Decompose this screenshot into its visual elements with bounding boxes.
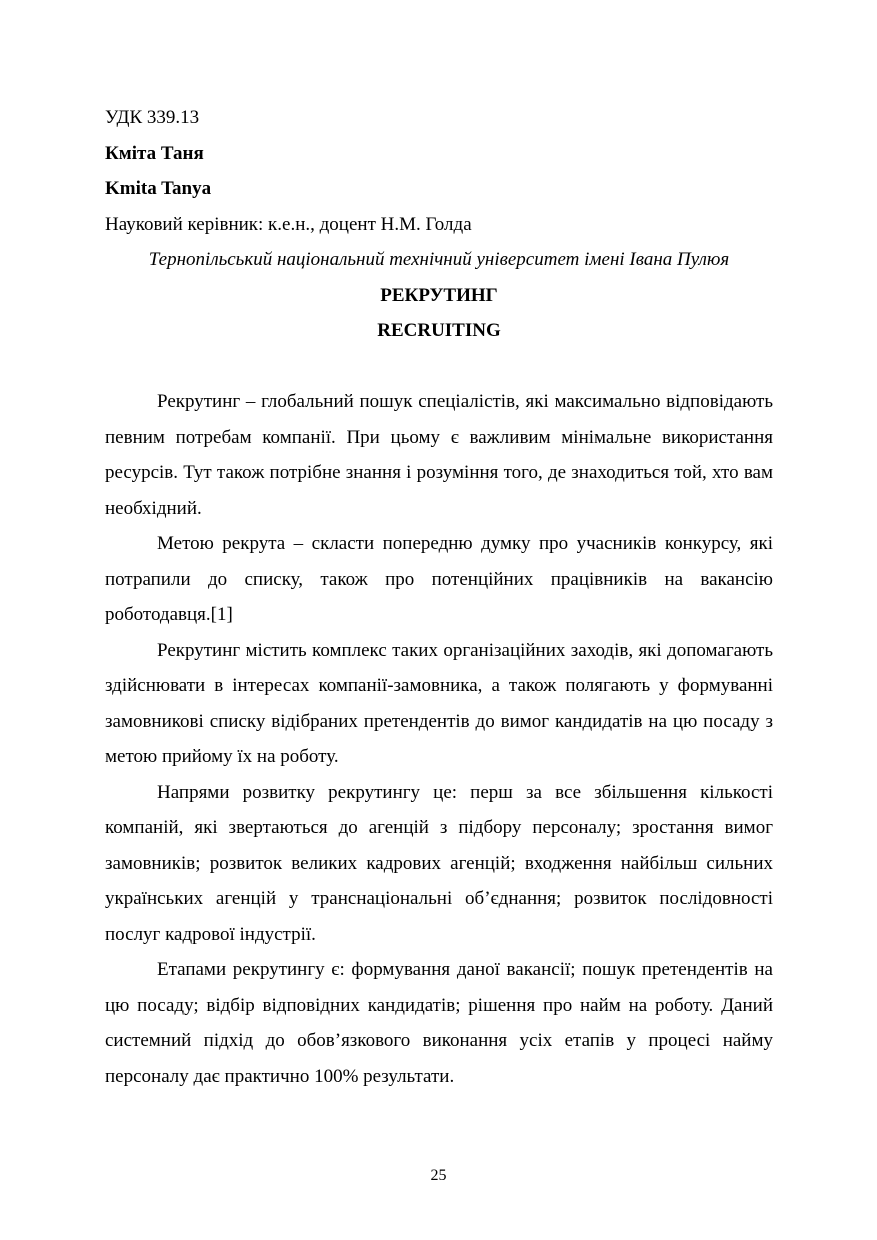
scientific-supervisor: Науковий керівник: к.е.н., доцент Н.М. Голда bbox=[105, 213, 472, 235]
udc-code: УДК 339.13 bbox=[105, 107, 200, 128]
paragraph-stages: Етапами рекрутингу є: формування даної вакансії; пошук претендентів на цю посаду; відбір відповідних кандидатів; рішення про найм на роботу. Даний системний підхід до обов’язкового виконання усіх етапів у процесі найму персоналу дає практично 100% результати. bbox=[105, 959, 773, 1087]
title-spacer bbox=[105, 349, 773, 385]
author-name-ua: Кміта Таня bbox=[105, 142, 204, 164]
article-title-en: RECRUITING bbox=[377, 320, 501, 341]
paragraph-directions: Напрями розвитку рекрутингу це: перш за все збільшення кількості компаній, які звертаються до агенцій з підбору персоналу; зростання вимог замовників; розвиток великих кадрових агенцій; входження найбільш сильних українських агенцій у транснаціональні об’єднання; розвиток послідовності послуг кадрової індустрії. bbox=[105, 781, 773, 945]
article-title-ua: РЕКРУТИНГ bbox=[380, 284, 498, 306]
article-body bbox=[105, 100, 773, 1094]
author-name-en: Kmita Tanya bbox=[105, 178, 212, 199]
paragraph-goal: Метою рекрута – скласти попередню думку про учасників конкурсу, які потрапили до списку, також про потенційних працівників на вакансію роботодавця.[1] bbox=[105, 533, 773, 625]
university-affiliation: Тернопільський національний технічний університет імені Івана Пулюя bbox=[148, 249, 730, 270]
page-number: 25 bbox=[430, 1167, 447, 1184]
paragraph-measures: Рекрутинг містить комплекс таких організаційних заходів, які допомагають здійснювати в інтересах компанії-замовника, а також полягають у формуванні замовникові списку відібраних претендентів до вимог кандидатів на цю посаду з метою прийому їх на роботу. bbox=[105, 639, 773, 767]
paragraph-definition: Рекрутинг – глобальний пошук спеціалістів, які максимально відповідають певним потребам компанії. При цьому є важливим мінімальне використання ресурсів. Тут також потрібне знання і розуміння того, де знаходиться той, хто вам необхідний. bbox=[105, 391, 773, 519]
